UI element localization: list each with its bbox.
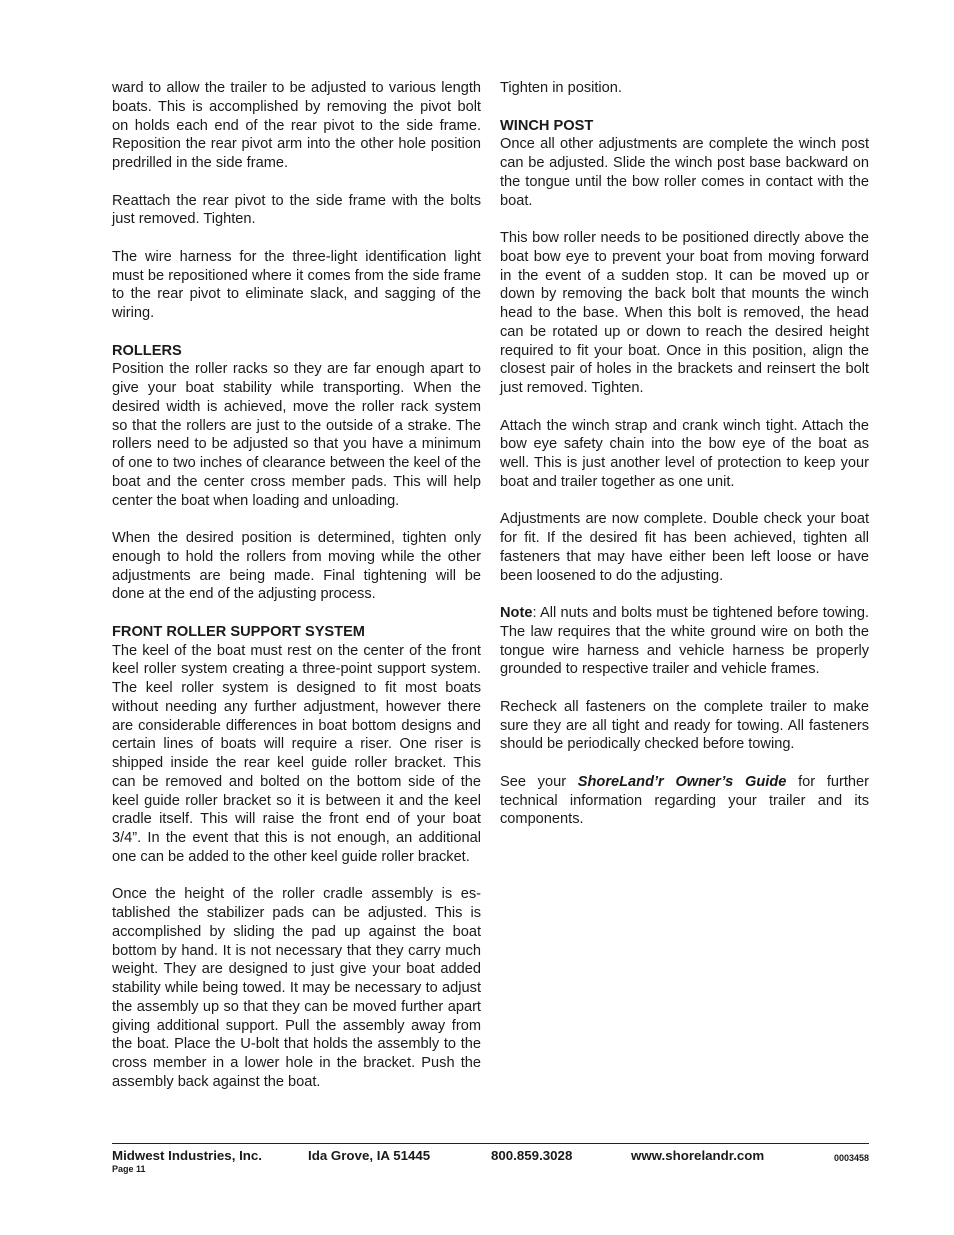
- paragraph: Reattach the rear pivot to the side frame with the bolts just removed. Tighten.: [112, 192, 481, 228]
- paragraph: Tighten in position.: [500, 80, 622, 96]
- text-span: See your: [500, 773, 578, 790]
- section-heading-rollers: ROLLERS: [112, 342, 182, 359]
- right-column: [500, 79, 869, 848]
- footer-city: Ida Grove, IA 51445: [308, 1148, 431, 1163]
- footer-row: [112, 1144, 869, 1164]
- text-span: for further technical information regarding your trailer and its components.: [500, 773, 870, 828]
- footer-phone: 800.859.3028: [491, 1148, 573, 1163]
- paragraph: The wire harness for the three-light identification light must be repositioned where it comes from the side frame to the rear pivot to eliminate slack, and sagging of the wiring.: [112, 248, 481, 321]
- paragraph: Once the height of the roller cradle assembly is established the stabilizer pads can be adjusted. This is accomplished by sliding the pad up against the boat bottom by hand. It is not necessary that they carry much weight. They are designed to just give your boat added stability while being towed. It may be necessary to adjust the assembly up so that they can be moved further apart giving additional support. Pull the assembly away from the boat. Place the U-bolt that holds the assembly to the cross member in a lower hole in the bracket. Push the assembly back against the boat.: [112, 886, 481, 1090]
- paragraph: This bow roller needs to be positioned directly above the boat bow eye to prevent your boat from moving forward in the event of a sudden stop. It can be moved up or down by removing the back bolt that mounts the winch head to the base. When this bolt is removed, the head can be rotated up or down to reach the desired height required to fit your boat. Once in this position, align the closest pair of holes in the brackets and reinsert the bolt just removed. Tighten.: [500, 230, 869, 396]
- winch-post-section: [500, 117, 869, 211]
- rollers-section: [112, 342, 481, 511]
- footer-website: www.shorelandr.com: [631, 1148, 765, 1163]
- paragraph: Attach the winch strap and crank winch tight. Attach the bow eye safety chain into the bow eye of the boat as well. This is just another level of protection to keep your boat and trailer together as one unit.: [500, 417, 869, 490]
- section-heading-winch-post: WINCH POST: [500, 117, 594, 134]
- note-paragraph: [500, 604, 869, 679]
- note-label: Note: [500, 605, 533, 621]
- owners-guide-paragraph: [500, 773, 869, 829]
- footer-company: Midwest Industries, Inc.: [112, 1148, 262, 1163]
- paragraph: Recheck all fasteners on the complete trailer to make sure they are all tight and ready for towing. All fasteners should be periodically checked before towing.: [500, 698, 869, 753]
- front-roller-section: [112, 623, 481, 867]
- paragraph: Position the roller racks so they are far enough apart to give your boat stability while transporting. When the desired width is achieved, move the roller rack system so that the rollers are just to the outside of a strake. The rollers need to be adjusted so that you have a minimum of one to two inches of clearance between the keel of the boat and the center cross member pads. This will help center the boat when loading and unloading.: [112, 361, 481, 509]
- paragraph: When the desired position is determined, tighten only enough to hold the rollers from moving while the other adjustments are being made. Final tightening will be done at the end of the adjusting process.: [112, 530, 481, 603]
- footer-doc-code: 0003458: [833, 1153, 869, 1163]
- owners-guide-title: ShoreLand’r Owner’s Guide: [577, 773, 787, 790]
- paragraph: The keel of the boat must rest on the center of the front keel roller system creating a three-point support system. The keel roller system is designed to fit most boats without needing any further adjustment, however there are considerable differences in boat bottom designs and certain lines of boats will require a riser. One riser is shipped inside the rear keel guide roller bracket. This can be removed and bolted on the bottom side of the keel guide roller bracket so it is between it and the keel cradle itself. This will raise the front end of your boat 3/4”. In the event that this is not enough, an additional one can be added to the other keel guide roller bracket.: [112, 642, 481, 865]
- section-heading-front-roller: FRONT ROLLER SUPPORT SYSTEM: [112, 623, 365, 640]
- paragraph: ward to allow the trailer to be adjusted to various length boats. This is accomplished by removing the pivot bolt on holds each end of the rear pivot to the side frame. Reposition the rear pivot arm into the other hole position predrilled in the side frame.: [112, 80, 481, 171]
- note-text: : All nuts and bolts must be tightened before towing. The law requires that the white ground wire on both the tongue wire harness and vehicle harness be properly grounded to respective trailer and vehicle frames.: [500, 605, 869, 678]
- left-column: [112, 79, 481, 1110]
- paragraph: Adjustments are now complete. Double check your boat for fit. If the desired fit has been achieved, tighten all fasteners that may have either been left loose or have been loosened to do the adjusting.: [500, 511, 869, 584]
- page-number: Page 11: [112, 1164, 146, 1174]
- page-footer: [112, 1143, 869, 1174]
- paragraph: Once all other adjustments are complete the winch post can be adjusted. Slide the winch post base backward on the tongue until the bow roller comes in contact with the boat.: [500, 136, 869, 209]
